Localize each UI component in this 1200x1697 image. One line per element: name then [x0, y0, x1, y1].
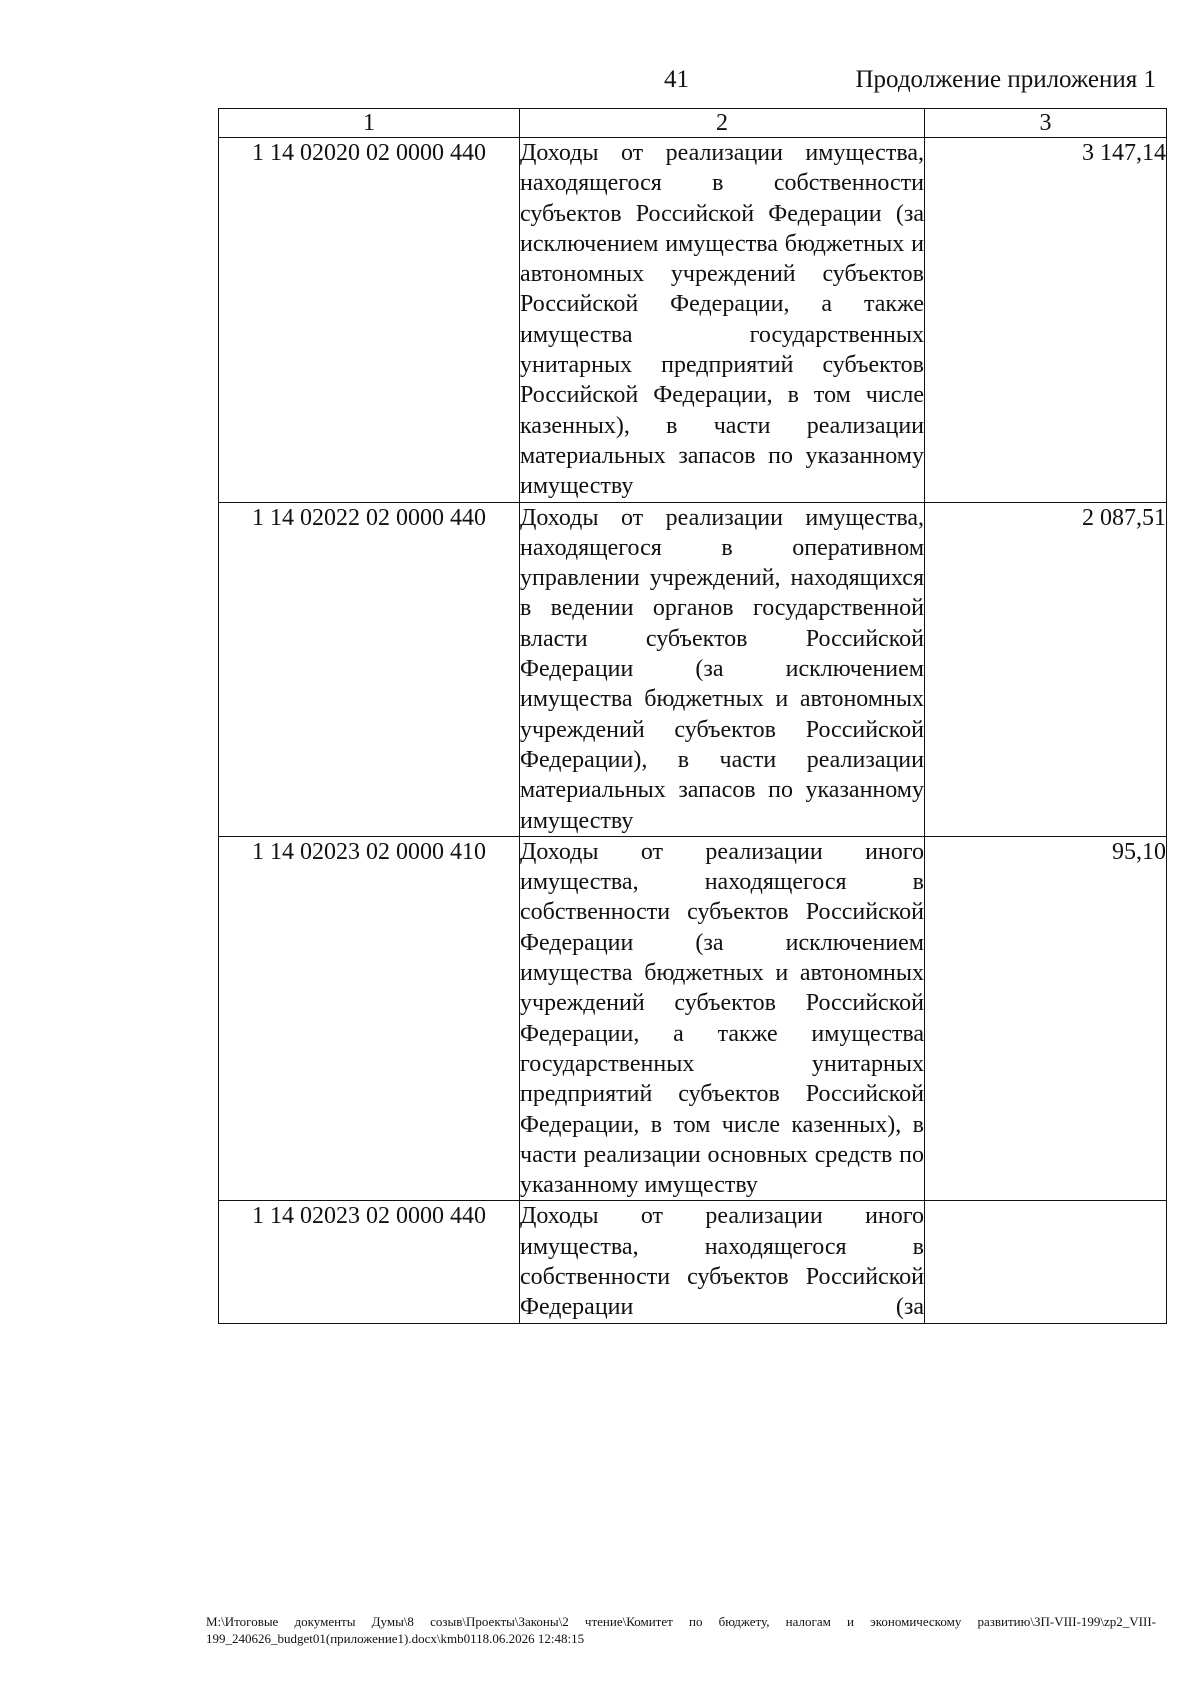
- table-row: [219, 502, 1167, 836]
- revenue-code: 1 14 02023 02 0000 440: [219, 1201, 520, 1323]
- revenue-code: 1 14 02023 02 0000 410: [219, 836, 520, 1201]
- revenue-description: Доходы от реализации иного имущества, находящегося в собственности субъектов Российской Федерации (за исключением имущества бюджетных и автономных учреждений субъектов Российской Федерации, а также имущества государственных унитарных предприятий субъектов Российской Федерации, в том числе казенных), в части реализации основных средств по указанному имуществу: [520, 836, 925, 1201]
- revenue-code: 1 14 02020 02 0000 440: [219, 138, 520, 503]
- table-row: [219, 836, 1167, 1201]
- table-row: [219, 1201, 1167, 1323]
- revenue-amount: [925, 1201, 1167, 1323]
- revenue-table: [218, 108, 1167, 1324]
- column-number-2: 2: [520, 109, 925, 138]
- continuation-caption: Продолжение приложения 1: [855, 66, 1156, 93]
- file-path-footer: M:\Итоговые документы Думы\8 созыв\Проекты\Законы\2 чтение\Комитет по бюджету, налогам и экономическому развитию\ЗП-VIII-199\zp2_VIII-199_240626_budget01(приложение1).docx\kmb0118.06.2026 12:48:15: [206, 1614, 1156, 1646]
- revenue-amount: 95,10: [925, 836, 1167, 1201]
- table-row: [219, 138, 1167, 503]
- column-number-row: [219, 109, 1167, 138]
- revenue-description: Доходы от реализации имущества, находящегося в оперативном управлении учреждений, находящихся в ведении органов государственной власти субъектов Российской Федерации (за исключением имущества бюджетных и автономных учреждений субъектов Российской Федерации), в части реализации материальных запасов по указанному имуществу: [520, 502, 925, 836]
- revenue-description: Доходы от реализации иного имущества, находящегося в собственности субъектов Российской Федерации (за: [520, 1201, 925, 1323]
- column-number-3: 3: [925, 109, 1167, 138]
- revenue-amount: 3 147,14: [925, 138, 1167, 503]
- revenue-amount: 2 087,51: [925, 502, 1167, 836]
- page-number: 41: [664, 66, 689, 93]
- column-number-1: 1: [219, 109, 520, 138]
- revenue-description: Доходы от реализации имущества, находящегося в собственности субъектов Российской Федерации (за исключением имущества бюджетных и автономных учреждений субъектов Российской Федерации, а также имущества государственных унитарных предприятий субъектов Российской Федерации, в том числе казенных), в части реализации материальных запасов по указанному имуществу: [520, 138, 925, 503]
- revenue-code: 1 14 02022 02 0000 440: [219, 502, 520, 836]
